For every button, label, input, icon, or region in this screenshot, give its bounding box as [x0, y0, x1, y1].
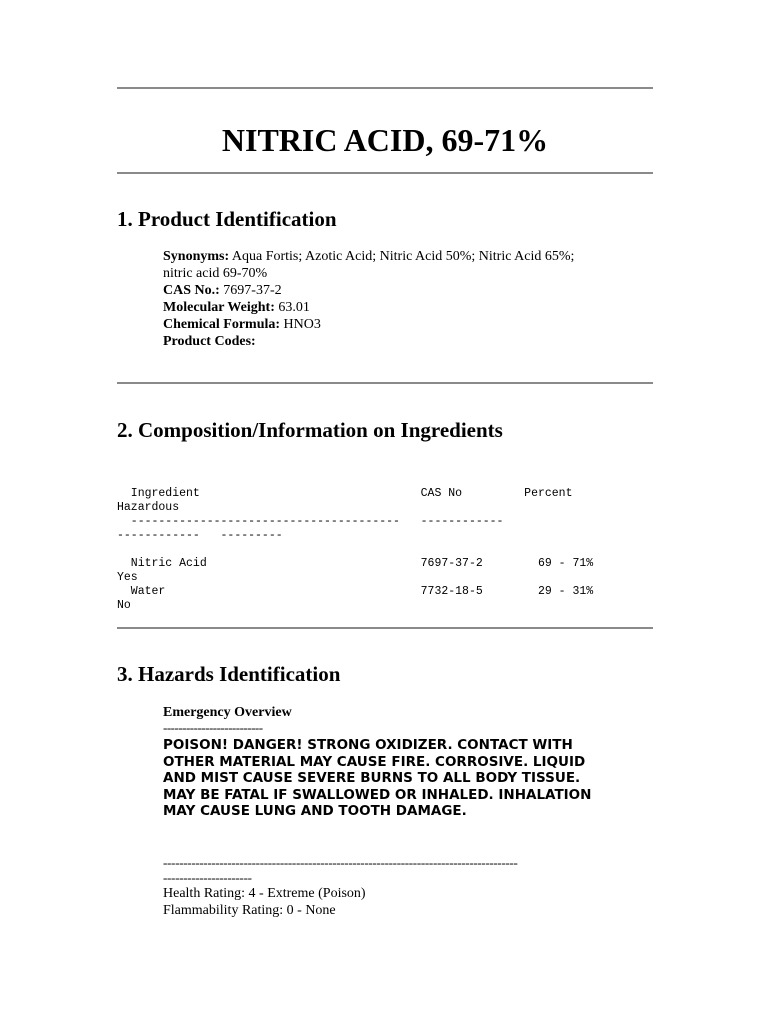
molecular-weight-value: 63.01	[278, 300, 310, 315]
section2-heading: 2. Composition/Information on Ingredients	[117, 418, 503, 442]
chemical-formula-row	[163, 316, 603, 333]
section1-heading: 1. Product Identification	[117, 207, 337, 231]
composition-table: Ingredient CAS No Percent Hazardous --------------------------------------- ------------ ------------ --------- Nitric Acid 7697-37-2 69 - 71% Yes Water 7732-18-5 29 - 31% No	[117, 487, 594, 612]
chemical-formula-label: Chemical Formula:	[163, 317, 281, 332]
health-rating: Health Rating: 4 - Extreme (Poison)	[163, 886, 366, 901]
page-title: NITRIC ACID, 69-71%	[221, 122, 549, 158]
synonyms-label: Synonyms:	[163, 249, 230, 264]
product-codes-row	[163, 333, 603, 350]
section3-heading: 3. Hazards Identification	[117, 662, 341, 686]
ratings-block	[163, 855, 623, 919]
molecular-weight-label: Molecular Weight:	[163, 300, 275, 315]
cas-row	[163, 282, 603, 299]
hazards-block	[163, 704, 613, 820]
molecular-weight-row	[163, 299, 603, 316]
section2-rule	[117, 627, 653, 629]
separator-line-continued: ----------------------	[163, 870, 252, 885]
emergency-overview-heading: Emergency Overview	[163, 705, 292, 720]
title-rule	[117, 172, 653, 174]
separator-line: ----------------------------------------------------------------------------------------	[163, 855, 518, 870]
cas-value: 7697-37-2	[223, 283, 282, 298]
cas-label: CAS No.:	[163, 283, 220, 298]
synonyms-row	[163, 248, 603, 282]
section1-rule	[117, 382, 653, 384]
product-codes-label: Product Codes:	[163, 334, 256, 349]
top-rule	[117, 87, 653, 89]
product-identification-block	[163, 248, 603, 350]
emergency-overview-underline: --------------------------	[163, 720, 263, 735]
emergency-warning-text: POISON! DANGER! STRONG OXIDIZER. CONTACT WITH OTHER MATERIAL MAY CAUSE FIRE. CORROSIVE. LIQUID AND MIST CAUSE SEVERE BURNS TO ALL BODY TISSUE. MAY BE FATAL IF SWALLOWED OR INHALED. INHALATION MAY CAUSE LUNG AND TOOTH DAMAGE.	[163, 737, 592, 819]
synonyms-value: Aqua Fortis; Azotic Acid; Nitric Acid 50%; Nitric Acid 65%; nitric acid 69-70%	[163, 249, 575, 281]
flammability-rating: Flammability Rating: 0 - None	[163, 903, 336, 918]
chemical-formula-value: HNO3	[283, 317, 321, 332]
